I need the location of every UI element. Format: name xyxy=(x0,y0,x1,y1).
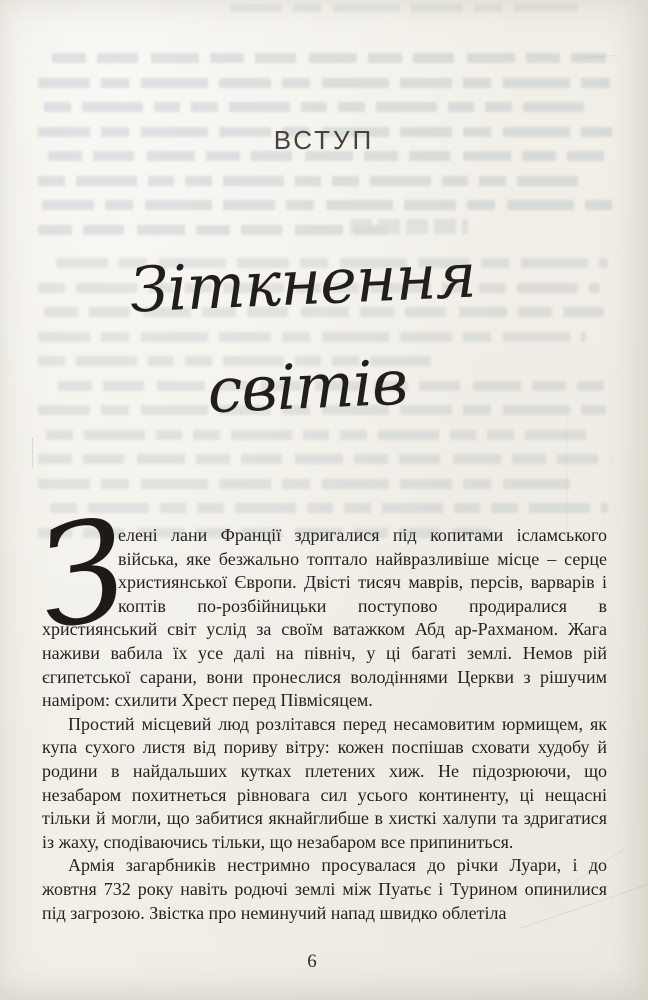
ghost-line xyxy=(52,53,606,63)
page-number: 6 xyxy=(307,951,317,972)
ghost-line xyxy=(50,503,608,513)
paragraph-3: Армія загарбників нестримно просувалася до річки Луари, і до жовтня 732 року навіть родючі землі між Пуатьє і Турином опинилися під загрозою. Звістка про неминучий напад швидко облетіла xyxy=(42,855,607,923)
drop-cap: З xyxy=(28,487,139,661)
paragraph-2: Простий місцевий люд розлітався перед несамовитим юрмищем, як купа сухого листя від пориву вітру: кожен поспішав сховати худобу й родини в найдальших кутках плетених хиж. Не підозрюючи, що незабаром похитнеться рівновага сил усього континенту, ці нещасні тільки й могли, що забитися якнайглибше в хисткі халупи та здригатися із жаху, сподіваючись тільки, що незабаром все припиниться. xyxy=(42,713,607,852)
ghost-line xyxy=(38,176,582,186)
ghost-line xyxy=(44,102,588,112)
paragraph-1-text: елені лани Франції здригалися під копитами ісламського війська, яке безжально топтало найвразливіше місце – серце християнської Європи. Двісті тисяч маврів, персів, варварів і коптів по-розбійницьки поступово продиралися в християнський світ услід за своїм ватажком Абд ар-Рахманом. Жага наживи вабила їх усе далі на північ, у ці багаті землі. Немов рій єгипетської сарани, вони пронеслися володіннями Церкви з рішучим наміром: схилити Хрест перед Півмісяцем. xyxy=(42,525,607,711)
chapter-title-line2: світів xyxy=(206,345,409,428)
ghost-heading xyxy=(350,219,468,234)
chapter-title-line1: Зіткнення xyxy=(128,238,477,327)
ghost-line xyxy=(230,4,578,12)
bleed-through-smudge xyxy=(170,4,588,27)
ghost-line xyxy=(38,78,610,88)
section-label: ВСТУП xyxy=(273,125,375,155)
ghost-line xyxy=(38,225,398,235)
ghost-line xyxy=(38,454,612,464)
ghost-line xyxy=(46,430,594,440)
paper-crease xyxy=(32,438,33,468)
chapter-title xyxy=(0,238,632,432)
body-text xyxy=(28,487,607,925)
ghost-line xyxy=(42,200,612,210)
paragraph-1 xyxy=(28,487,607,713)
ghost-line xyxy=(38,479,572,489)
